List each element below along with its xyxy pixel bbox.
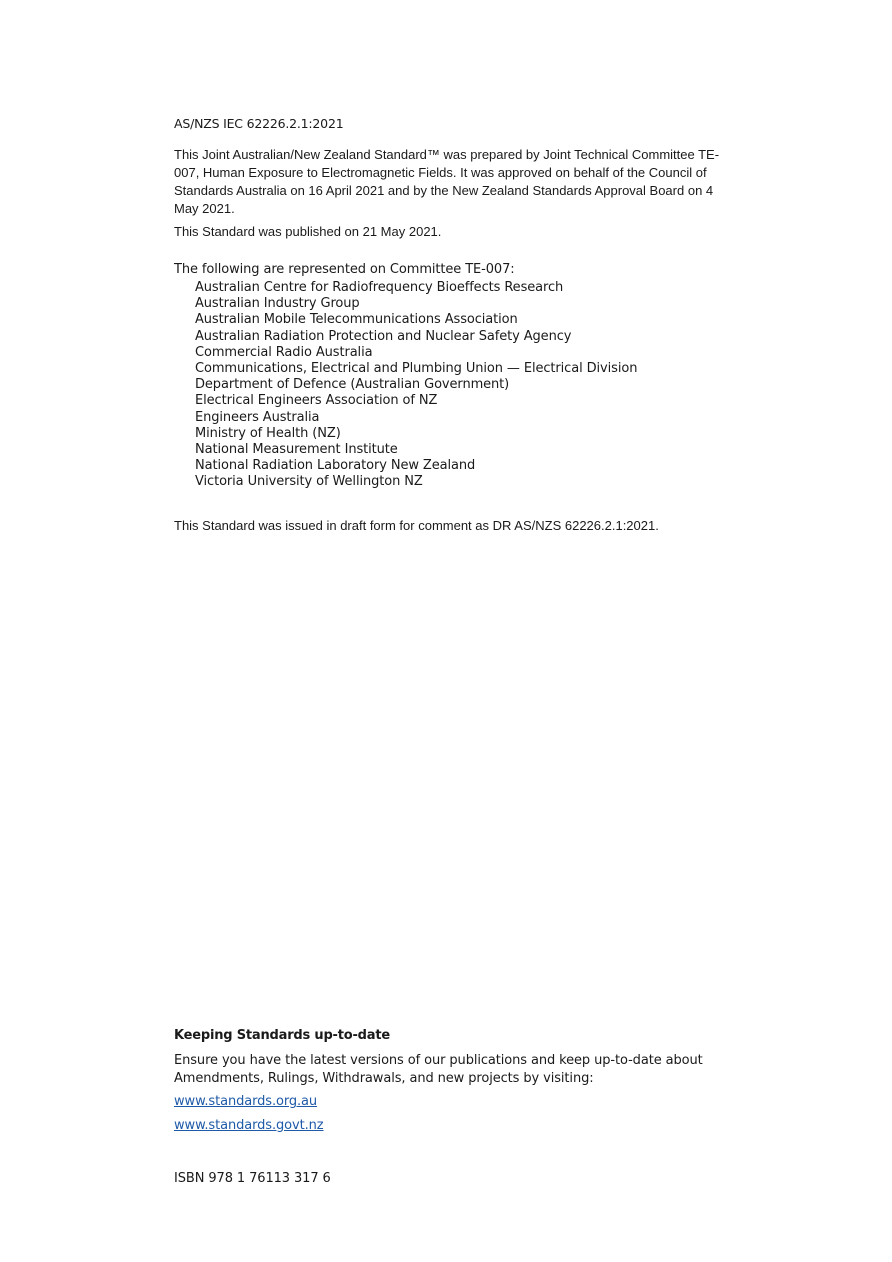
- committee-member: Australian Centre for Radiofrequency Bioeffects Research: [195, 280, 564, 295]
- document-identifier: AS/NZS IEC 62226.2.1:2021: [174, 116, 344, 131]
- committee-member-list: [195, 280, 637, 491]
- committee-member: National Radiation Laboratory New Zealand: [195, 458, 476, 474]
- committee-intro: The following are represented on Committee TE-007:: [174, 262, 515, 277]
- committee-member: Engineers Australia: [195, 409, 320, 425]
- committee-member: National Measurement Institute: [195, 442, 398, 458]
- committee-member: Ministry of Health (NZ): [195, 425, 341, 441]
- isbn-number: ISBN 978 1 76113 317 6: [174, 1171, 331, 1186]
- committee-member: Communications, Electrical and Plumbing Union — Electrical Division: [195, 361, 638, 377]
- up-to-date-heading: Keeping Standards up-to-date: [174, 1028, 390, 1043]
- publication-date-line: This Standard was published on 21 May 2021.: [174, 224, 442, 239]
- committee-member: Department of Defence (Australian Government): [195, 377, 510, 393]
- draft-note: This Standard was issued in draft form for comment as DR AS/NZS 62226.2.1:2021.: [174, 518, 659, 533]
- committee-member: Commercial Radio Australia: [195, 344, 373, 360]
- committee-member: Electrical Engineers Association of NZ: [195, 393, 438, 409]
- committee-member: Australian Industry Group: [195, 296, 360, 312]
- committee-member: Australian Mobile Telecommunications Association: [195, 312, 518, 328]
- committee-member: Australian Radiation Protection and Nuclear Safety Agency: [195, 328, 572, 344]
- committee-member: Victoria University of Wellington NZ: [195, 474, 423, 490]
- preparation-paragraph: This Joint Australian/New Zealand Standard™ was prepared by Joint Technical Committee TE-007, Human Exposure to Electromagnetic Fields. It was approved on behalf of the Council of Standards Australia on 16 April 2021 and by the New Zealand Standards Approval Board on 4 May 2021.: [174, 147, 720, 216]
- up-to-date-body: Ensure you have the latest versions of our publications and keep up-to-date about Amendments, Rulings, Withdrawals, and new projects by visiting:: [174, 1053, 703, 1086]
- standards-new-zealand-link[interactable]: www.standards.govt.nz: [174, 1118, 324, 1133]
- standards-australia-link[interactable]: www.standards.org.au: [174, 1094, 318, 1109]
